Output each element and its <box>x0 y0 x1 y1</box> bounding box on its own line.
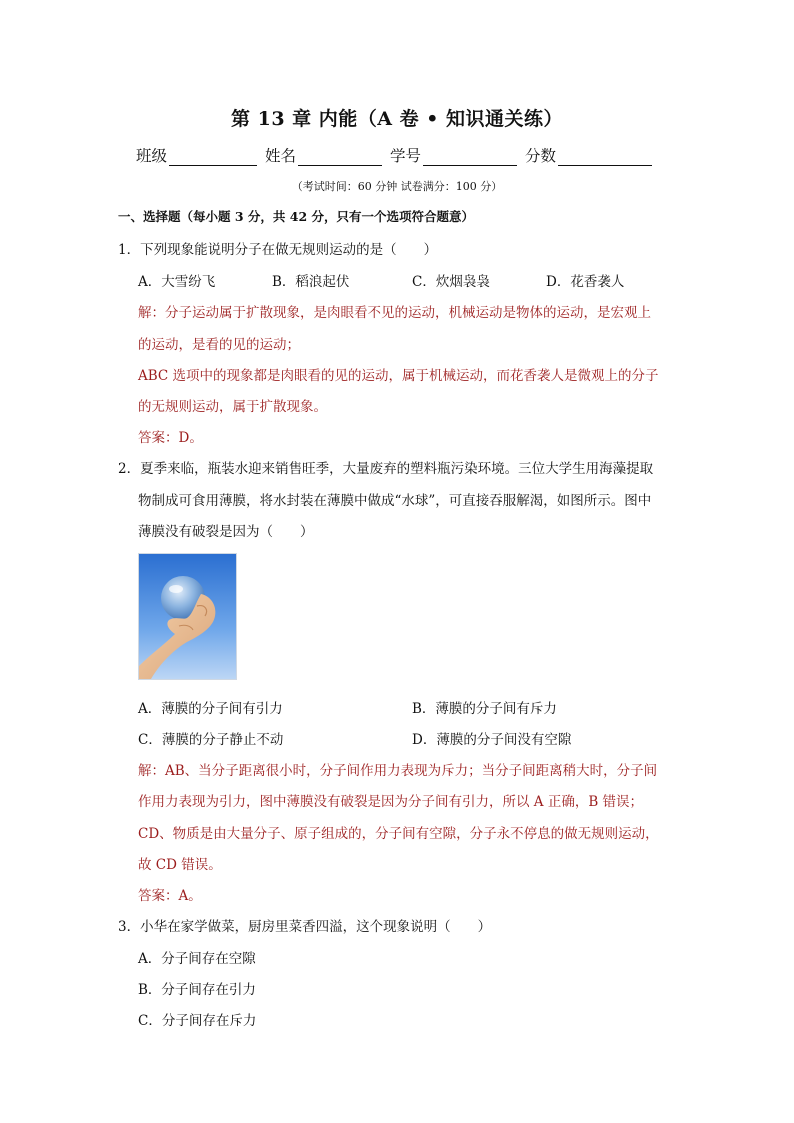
q3-option-a: A．分子间存在空隙 <box>138 951 256 967</box>
q1-option-b: B．稻浪起伏 <box>272 274 350 290</box>
student-id-blank[interactable] <box>423 151 517 166</box>
question-2-stem-line: 薄膜没有破裂是因为（ ） <box>138 524 314 540</box>
q2-solution-line: 解：AB、当分子距离很小时，分子间作用力表现为斥力；当分子间距离稍大时，分子间 <box>138 763 658 779</box>
q2-option-b: B．薄膜的分子间有斥力 <box>412 701 557 717</box>
question-2-stem-line: 物制成可食用薄膜，将水封装在薄膜中做成“水球”，可直接吞服解渴，如图所示。图中 <box>138 493 652 509</box>
question-3-stem: 3．小华在家学做菜，厨房里菜香四溢，这个现象说明（ ） <box>118 919 492 935</box>
page-title: 第 13 章 内能（A 卷 • 知识通关练） <box>230 108 563 130</box>
question-1-stem: 1．下列现象能说明分子在做无规则运动的是（ ） <box>118 242 438 258</box>
name-label: 姓名 <box>265 147 297 165</box>
q1-solution-line: 的无规则运动，属于扩散现象。 <box>138 399 327 415</box>
q2-option-c: C．薄膜的分子静止不动 <box>138 732 284 748</box>
name-blank[interactable] <box>298 151 382 166</box>
q3-option-b: B．分子间存在引力 <box>138 982 256 998</box>
q1-option-d: D．花香袭人 <box>546 274 625 290</box>
q1-solution-line: ABC 选项中的现象都是肉眼看的见的运动，属于机械运动，而花香袭人是微观上的分子 <box>138 368 659 384</box>
q1-answer: 答案：D。 <box>138 430 203 446</box>
class-blank[interactable] <box>169 151 257 166</box>
score-label: 分数 <box>525 147 557 165</box>
q1-solution-line: 解：分子运动属于扩散现象，是肉眼看不见的运动，机械运动是物体的运动，是宏观上 <box>138 305 651 321</box>
q2-solution-line: 作用力表现为引力，图中薄膜没有破裂是因为分子间有引力，所以 A 正确，B 错误； <box>138 794 644 810</box>
water-ball-illustration <box>139 554 236 679</box>
exam-info: （考试时间：60 分钟 试卷满分：100 分） <box>291 180 503 193</box>
score-blank[interactable] <box>558 151 652 166</box>
q3-option-c: C．分子间存在斥力 <box>138 1013 257 1029</box>
class-label: 班级 <box>136 147 168 165</box>
q1-solution-line: 的运动，是看的见的运动； <box>138 337 300 353</box>
q1-option-c: C．炊烟袅袅 <box>412 274 490 290</box>
water-ball-photo <box>138 553 237 680</box>
q1-option-a: A．大雪纷飞 <box>138 274 216 290</box>
q2-solution-line: 故 CD 错误。 <box>138 857 222 873</box>
student-info-fields <box>136 144 652 166</box>
q2-option-d: D．薄膜的分子间没有空隙 <box>412 732 572 748</box>
question-2-stem-line: 2．夏季来临，瓶装水迎来销售旺季，大量废弃的塑料瓶污染环境。三位大学生用海藻提取 <box>118 461 654 477</box>
section-heading: 一、选择题（每小题 3 分，共 42 分，只有一个选项符合题意） <box>118 209 475 224</box>
q2-option-a: A．薄膜的分子间有引力 <box>138 701 283 717</box>
q2-answer: 答案：A。 <box>138 888 202 904</box>
student-id-label: 学号 <box>390 147 422 165</box>
q2-solution-line: CD、物质是由大量分子、原子组成的，分子间有空隙，分子永不停息的做无规则运动， <box>138 826 659 842</box>
